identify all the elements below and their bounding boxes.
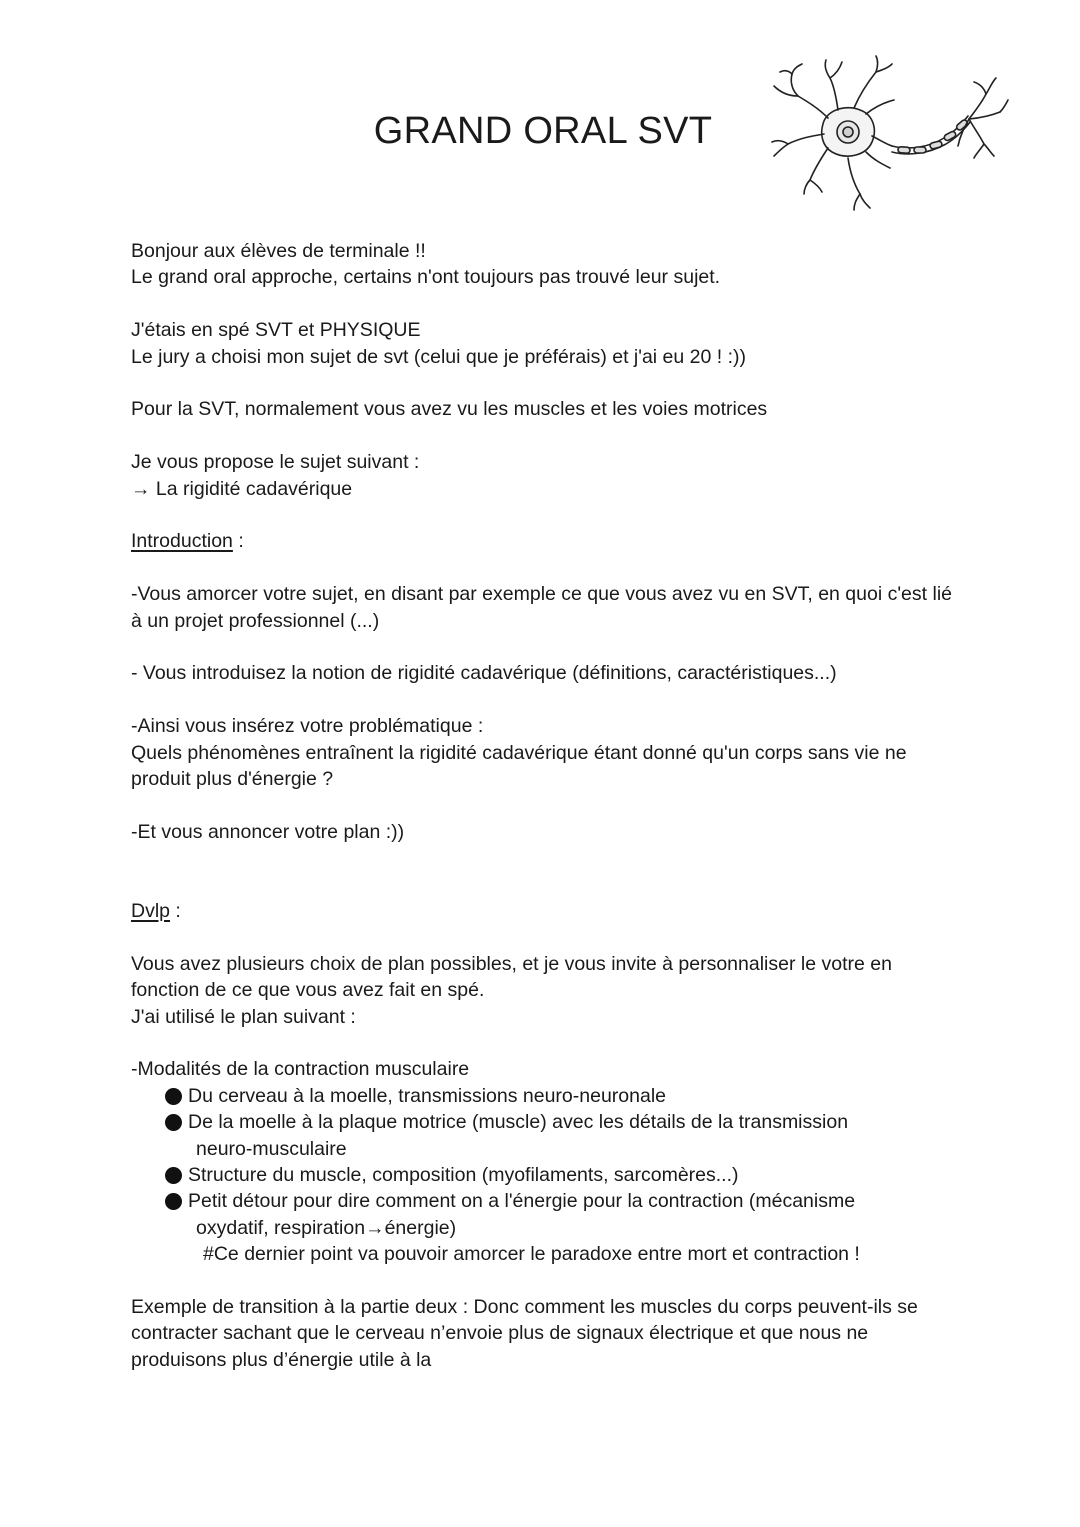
list-item-text: Petit détour pour dire comment on a l'énergie pour la contraction (mécanisme	[188, 1190, 856, 1213]
plan-announcement: -Et vous annoncer votre plan :))	[131, 820, 405, 843]
bullet-icon	[165, 1193, 182, 1210]
list-item-continuation: neuro-musculaire	[196, 1137, 347, 1160]
plan-list	[131, 1083, 961, 1268]
transition-paragraph: Exemple de transition à la partie deux : Donc comment les muscles du corps peuvent-ils se contracter sachant que le cerveau n’envoie plus de signaux électrique et que nous ne produisons plus d’énergie utile à la	[131, 1296, 918, 1371]
proposal-line: Je vous propose le sujet suivant :	[131, 451, 420, 474]
page-title: GRAND ORAL SVT	[373, 110, 713, 152]
list-item-text: Du cerveau à la moelle, transmissions neuro-neuronale	[188, 1084, 666, 1107]
spe-line: J'étais en spé SVT et PHYSIQUE	[131, 319, 421, 342]
list-item	[164, 1162, 961, 1188]
development-paragraph: Vous avez plusieurs choix de plan possibles, et je vous invite à personnaliser le votre en fonction de ce que vous avez fait en spé.	[131, 952, 892, 1002]
development-heading-suffix: :	[170, 900, 181, 923]
bullet-icon	[165, 1114, 182, 1131]
subject-line: → La rigidité cadavérique	[131, 477, 353, 500]
introduction-heading-suffix: :	[232, 530, 244, 553]
list-item-note: #Ce dernier point va pouvoir amorcer le paradoxe entre mort et contraction !	[203, 1243, 860, 1266]
list-item-text: Structure du muscle, composition (myofilaments, sarcomères...)	[188, 1164, 739, 1187]
introduction-paragraph: -Vous amorcer votre sujet, en disant par exemple ce que vous avez vu en SVT, en quoi c'est lié à un projet professionnel (...)	[131, 583, 952, 632]
list-item	[164, 1188, 961, 1267]
development-heading-line	[131, 898, 961, 924]
list-item-text: De la moelle à la plaque motrice (muscle) avec les détails de la transmission	[188, 1111, 849, 1134]
development-heading: Dvlp	[131, 900, 171, 923]
svt-line: Pour la SVT, normalement vous avez vu les muscles et les voies motrices	[131, 398, 768, 421]
intro-line: Le grand oral approche, certains n'ont toujours pas trouvé leur sujet.	[131, 266, 721, 289]
bullet-icon	[165, 1088, 182, 1105]
jury-line: Le jury a choisi mon sujet de svt (celui que je préférais) et j'ai eu 20 ! :))	[131, 345, 747, 368]
introduction-paragraph: - Vous introduisez la notion de rigidité cadavérique (définitions, caractéristiques...)	[131, 662, 837, 685]
neuron-illustration	[768, 52, 1013, 214]
bullet-icon	[165, 1167, 182, 1184]
list-item	[164, 1109, 961, 1162]
greeting-line: Bonjour aux élèves de terminale !!	[131, 240, 426, 262]
problematic-question: Quels phénomènes entraînent la rigidité cadavérique étant donné qu'un corps sans vie ne produit plus d'énergie ?	[131, 741, 907, 791]
list-item-continuation: oxydatif, respiration→énergie)	[196, 1216, 457, 1239]
section-title: -Modalités de la contraction musculaire	[131, 1058, 470, 1081]
introduction-heading-line	[131, 528, 961, 554]
introduction-heading: Introduction	[131, 530, 233, 553]
development-paragraph: J'ai utilisé le plan suivant :	[131, 1005, 356, 1028]
list-item	[164, 1083, 961, 1109]
problematic-intro: -Ainsi vous insérez votre problématique :	[131, 715, 484, 738]
document-body	[131, 238, 961, 1373]
